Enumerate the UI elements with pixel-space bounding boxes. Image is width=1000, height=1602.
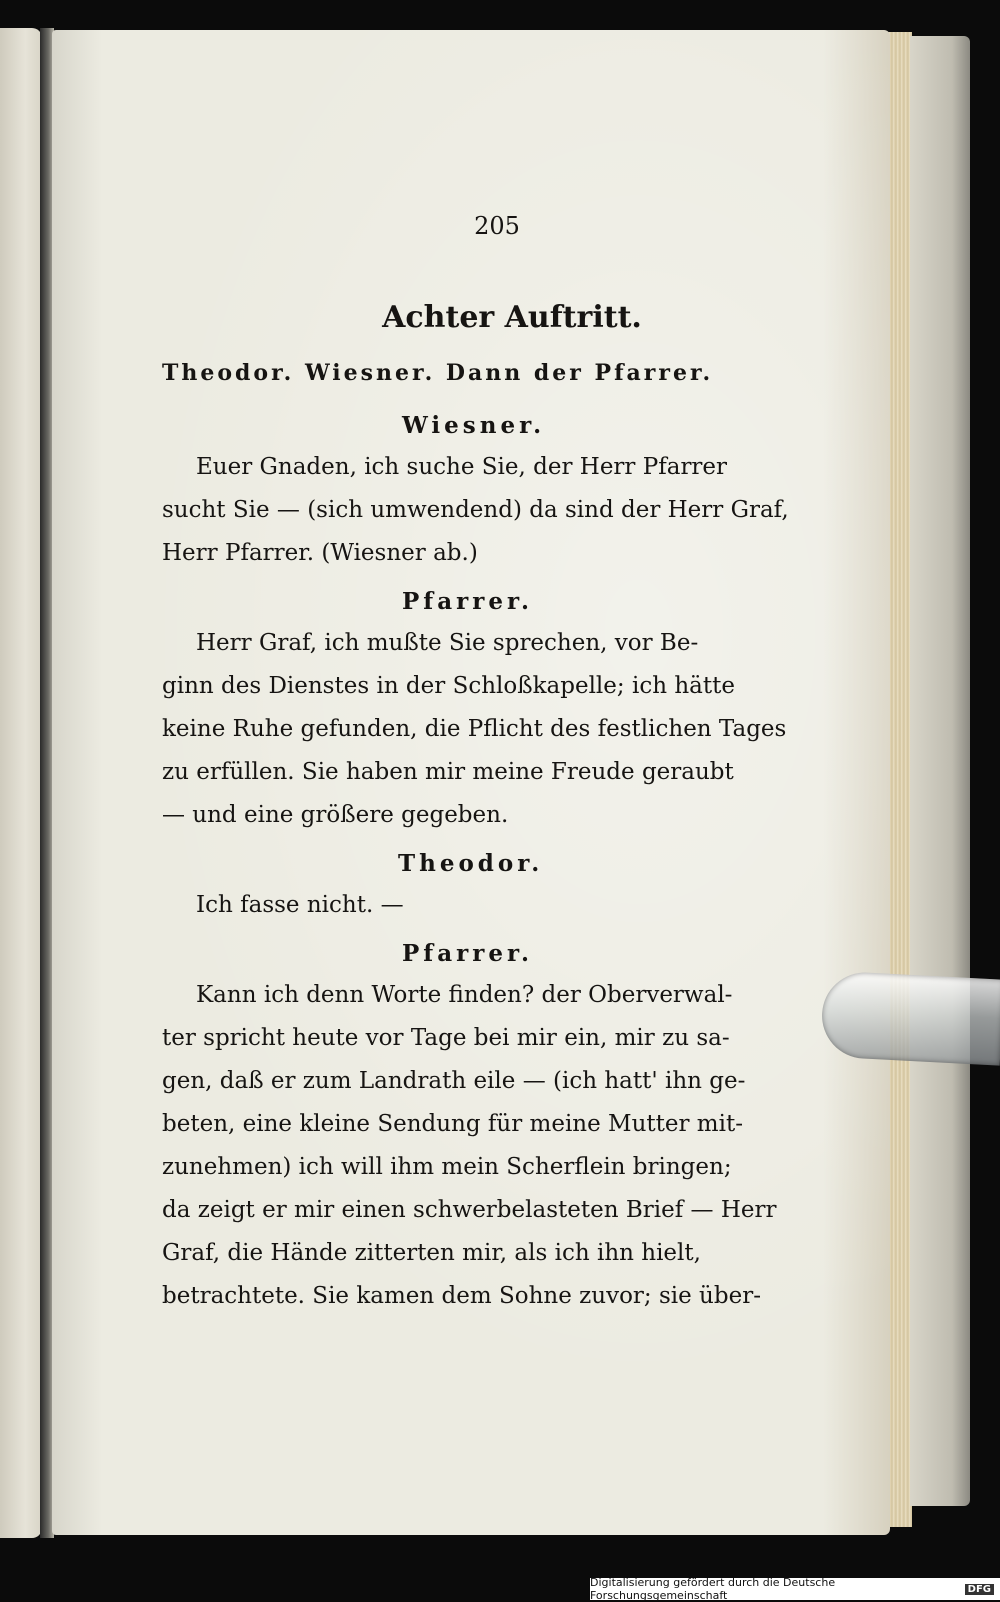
speaker-name: Theodor. (398, 850, 544, 877)
left-page-edge (0, 28, 42, 1538)
speaker-name: Wiesner. (402, 412, 546, 439)
dialogue-line: betrachtete. Sie kamen dem Sohne zuvor; sie über- (162, 1283, 761, 1309)
dialogue-line: zunehmen) ich will ihm mein Scherflein bringen; (162, 1154, 732, 1180)
dialogue-line: zu erfüllen. Sie haben mir meine Freude geraubt (162, 759, 734, 785)
page-clip (820, 970, 1000, 1065)
page-number: 205 (474, 212, 520, 240)
dialogue-line: Graf, die Hände zitterten mir, als ich ihn hielt, (162, 1240, 701, 1266)
dialogue-line: — und eine größere gegeben. (162, 802, 509, 828)
speaker-name: Pfarrer. (402, 588, 533, 615)
book-page (52, 30, 890, 1535)
dialogue-line: Kann ich denn Worte finden? der Oberverwal- (196, 982, 733, 1008)
attribution-footer (590, 1578, 1000, 1600)
cast-list: Theodor. Wiesner. Dann der Pfarrer. (162, 360, 714, 386)
dialogue-line: ginn des Dienstes in der Schloßkapelle; ich hätte (162, 673, 735, 699)
dialogue-line: Herr Pfarrer. (Wiesner ab.) (162, 540, 478, 566)
attribution-text: Digitalisierung gefördert durch die Deutsche Forschungsgemeinschaft (590, 1576, 836, 1602)
dialogue-line: Herr Graf, ich mußte Sie sprechen, vor Be- (196, 630, 699, 656)
dialogue-line: gen, daß er zum Landrath eile — (ich hatt' ihn ge- (162, 1068, 746, 1094)
dialogue-line: sucht Sie — (sich umwendend) da sind der Herr Graf, (162, 497, 789, 523)
dfg-logo: DFG (965, 1584, 994, 1595)
dialogue-line: ter spricht heute vor Tage bei mir ein, mir zu sa- (162, 1025, 730, 1051)
dialogue-line: Euer Gnaden, ich suche Sie, der Herr Pfarrer (196, 454, 728, 480)
speaker-name: Pfarrer. (402, 940, 533, 967)
dialogue-line: Ich fasse nicht. — (196, 892, 404, 918)
dialogue-line: keine Ruhe gefunden, die Pflicht des festlichen Tages (162, 716, 787, 742)
scene-heading: Achter Auftritt. (382, 300, 642, 335)
book-cover-edge (910, 36, 970, 1506)
dialogue-line: da zeigt er mir einen schwerbelasteten Brief — Herr (162, 1197, 777, 1223)
dialogue-line: beten, eine kleine Sendung für meine Mutter mit- (162, 1111, 743, 1137)
